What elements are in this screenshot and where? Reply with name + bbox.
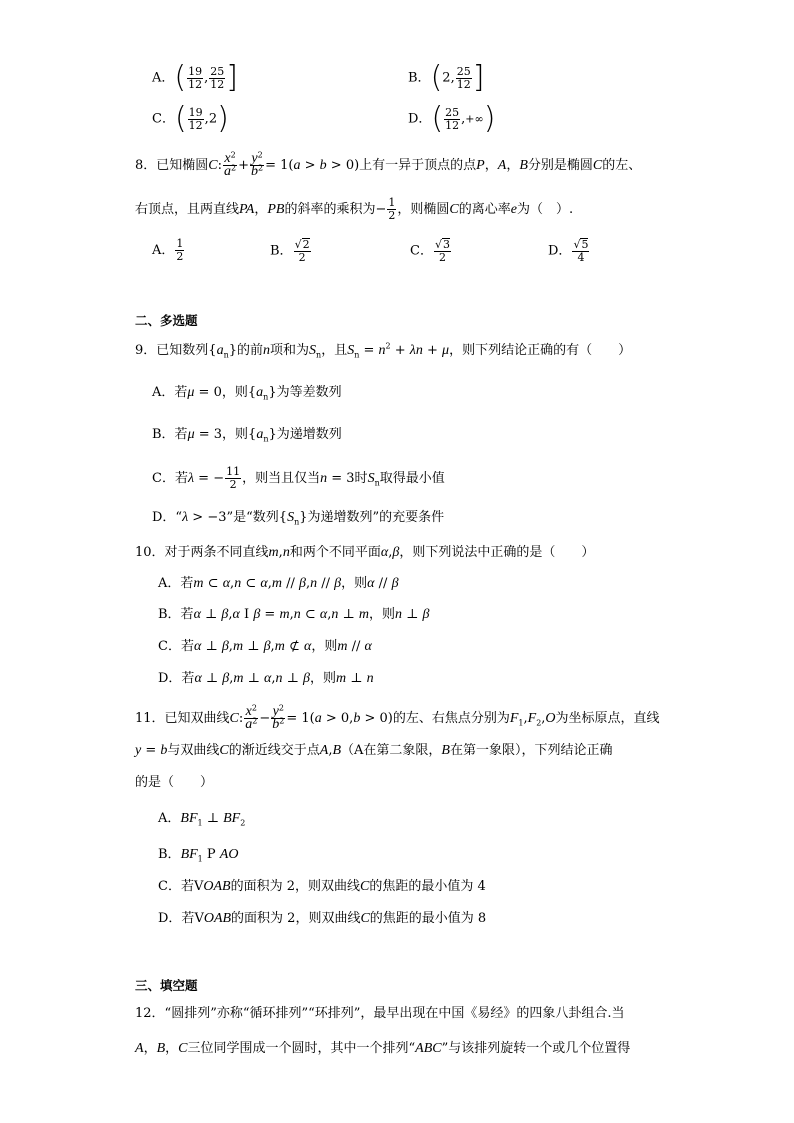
q11-option-c: C．若VOAB的面积为 2，则双曲线C的焦距的最小值为 4 (158, 879, 486, 894)
q7-option-a: A．( $\frac{19}{12}$ , $\frac{25}{12}$ ] (152, 60, 238, 95)
q11-option-d: D．若VOAB的面积为 2，则双曲线C的焦距的最小值为 8 (158, 911, 487, 926)
q11-stem-line1: 11．已知双曲线C: $\frac{x^2}{a^2}$ − $\frac{y^2}{b^2}$ = 1(a > 0,b > 0)的左、右焦点分别为$F_1,F_2,O$为坐标原点，直线 (135, 703, 660, 732)
q9-option-d: D．“λ > −3”是“数列$\{S_n\}$为递增数列”的充要条件 (152, 510, 445, 527)
q7-option-b: B．(2, $\frac{25}{12}$ ] (408, 60, 485, 95)
q8-option-d: D． $\frac{√5}{4}$ (548, 238, 589, 264)
q9-stem: 9．已知数列$\{a_n\}$的前n项和为$S_n$，且$S_n = n^2 + \lambda n + \mu$，则下列结论正确的有（ ） (135, 341, 632, 360)
section-heading-fill-in: 三、填空题 (135, 978, 198, 993)
q8-stem-line1: 8．已知椭圆C: $\frac{x^2}{a^2}$ + $\frac{y^2}{b^2}$ = 1(a > b > 0)上有一异于顶点的点P，A，B分别是椭圆C的左、 (135, 150, 642, 179)
q11-option-a: A．$BF_1$ ⊥ $BF_2$ (158, 811, 246, 828)
section-heading-multiple-choice: 二、多选题 (135, 313, 198, 328)
q10-option-d: D．若α ⊥ β,m ⊥ α,n ⊥ β，则m ⊥ n (158, 671, 374, 686)
q11-stem-line2: y = b与双曲线C的渐近线交于点A,B（A在第二象限，B在第一象限），下列结论正确 (135, 743, 613, 758)
q10-option-c: C．若α ⊥ β,m ⊥ β,m ⊄ α，则m // α (158, 639, 372, 654)
q9-option-b: B．若μ = 3，则$\{a_n\}$为递增数列 (152, 427, 342, 444)
q10-stem: 10．对于两条不同直线m,n和两个不同平面α,β，则下列说法中正确的是（ ） (135, 545, 595, 560)
q8-stem-line2: 右顶点，且两直线PA，PB的斜率的乘积为− $\frac{1}{2}$ ，则椭圆C的离心率e为（ ）. (135, 196, 574, 222)
q9-option-a: A．若μ = 0，则$\{a_n\}$为等差数列 (152, 385, 342, 402)
q11-stem-line3: 的是（ ） (135, 775, 214, 790)
q12-line2: A，B，C三位同学围成一个圆时，其中一个排列“ABC”与该排列旋转一个或几个位置得 (135, 1041, 631, 1056)
q12-line1: 12．“圆排列”亦称“循环排列”“环排列”，最早出现在中国《易经》的四象八卦组合.当 (135, 1006, 625, 1021)
q7-option-d: D．( $\frac{25}{12}$ ,+∞) (408, 101, 496, 136)
q8-option-c: C． $\frac{√3}{2}$ (410, 238, 450, 264)
q9-option-c: C．若λ = − $\frac{11}{2}$ ，则当且仅当n = 3时$S_n$取得最小值 (152, 465, 445, 491)
q10-option-b: B．若α ⊥ β,α I β = m,n ⊂ α,n ⊥ m，则n ⊥ β (158, 607, 430, 622)
q8-option-b: B． $\frac{√2}{2}$ (270, 238, 310, 264)
q8-option-a: A． $\frac{1}{2}$ (152, 237, 184, 263)
q10-option-a: A．若m ⊂ α,n ⊂ α,m // β,n // β，则α // β (158, 576, 399, 591)
q7-option-c: C．( $\frac{19}{12}$ ,2) (152, 101, 229, 136)
q11-option-b: B．$BF_1$ P AO (158, 847, 239, 864)
